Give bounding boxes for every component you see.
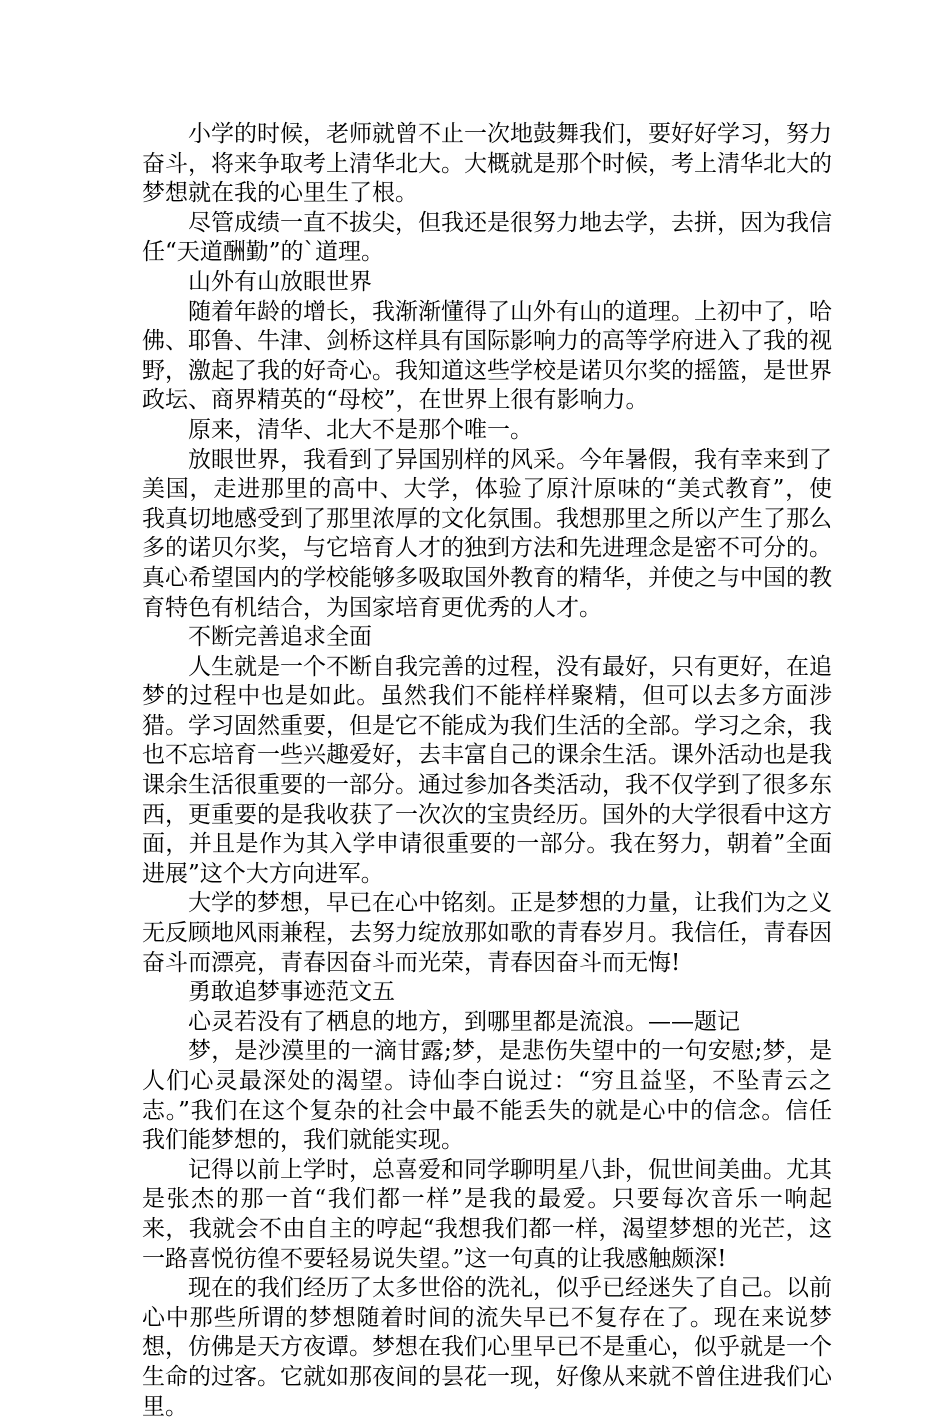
paragraph: 记得以前上学时，总喜爱和同学聊明星八卦，侃世间美曲。尤其是张杰的那一首“我们都一样”是我的最爱。只要每次音乐一响起来，我就会不由自主的哼起“我想我们都一样，渴望梦想的光芒，这一路喜悦彷徨不要轻易说失望。”这一句真的让我感触颇深! <box>142 1156 832 1272</box>
section-heading: 不断完善追求全面 <box>188 624 372 651</box>
paragraph: 梦，是沙漠里的一滴甘露;梦，是悲伤失望中的一句安慰;梦，是人们心灵最深处的渴望。诗仙李白说过：“穷且益坚，不坠青云之志。”我们在这个复杂的社会中最不能丢失的就是心中的信念。信任我们能梦想的，我们就能实现。 <box>142 1038 832 1154</box>
document-body <box>142 120 832 1422</box>
paragraph: 随着年龄的增长，我渐渐懂得了山外有山的道理。上初中了，哈佛、耶鲁、牛津、剑桥这样具有国际影响力的高等学府进入了我的视野，激起了我的好奇心。我知道这些学校是诺贝尔奖的摇篮，是世界政坛、商界精英的“母校”，在世界上很有影响力。 <box>142 298 832 414</box>
paragraph: 大学的梦想，早已在心中铭刻。正是梦想的力量，让我们为之义无反顾地风雨兼程，去努力绽放那如歌的青春岁月。我信任，青春因奋斗而漂亮，青春因奋斗而光荣，青春因奋斗而无悔! <box>142 890 832 976</box>
paragraph: 原来，清华、北大不是那个唯一。 <box>188 416 533 443</box>
paragraph: 小学的时候，老师就曾不止一次地鼓舞我们，要好好学习，努力奋斗，将来争取考上清华北大。大概就是那个时候，考上清华北大的梦想就在我的心里生了根。 <box>142 121 832 207</box>
section-heading: 勇敢追梦事迹范文五 <box>188 979 395 1006</box>
paragraph: 放眼世界，我看到了异国别样的风采。今年暑假，我有幸来到了美国，走进那里的高中、大学，体验了原汁原味的“美式教育”，使我真切地感受到了那里浓厚的文化氛围。我想那里之所以产生了那么多的诺贝尔奖，与它培育人才的独到方法和先进理念是密不可分的。真心希望国内的学校能够多吸取国外教育的精华，并使之与中国的教育特色有机结合，为国家培育更优秀的人才。 <box>142 446 832 621</box>
epigraph: 心灵若没有了栖息的地方，到哪里都是流浪。——题记 <box>188 1008 740 1035</box>
paragraph: 人生就是一个不断自我完善的过程，没有最好，只有更好，在追梦的过程中也是如此。虽然我们不能样样聚精，但可以去多方面涉猎。学习固然重要，但是它不能成为我们生活的全部。学习之余，我也不忘培育一些兴趣爱好，去丰富自己的课余生活。课外活动也是我课余生活很重要的一部分。通过参加各类活动，我不仅学到了很多东西，更重要的是我收获了一次次的宝贵经历。国外的大学很看中这方面，并且是作为其入学申请很重要的一部分。我在努力，朝着”全面进展”这个大方向进军。 <box>142 653 832 887</box>
paragraph: 现在的我们经历了太多世俗的洗礼，似乎已经迷失了自己。以前心中那些所谓的梦想随着时间的流失早已不复存在了。现在来说梦想，仿佛是天方夜谭。梦想在我们心里早已不是重心，似乎就是一个生命的过客。它就如那夜间的昙花一现，好像从来就不曾住进我们心里。 <box>142 1275 832 1420</box>
paragraph: 尽管成绩一直不拔尖，但我还是很努力地去学，去拼，因为我信任“天道酬勤”的`道理。 <box>142 209 832 266</box>
section-heading: 山外有山放眼世界 <box>188 268 372 295</box>
